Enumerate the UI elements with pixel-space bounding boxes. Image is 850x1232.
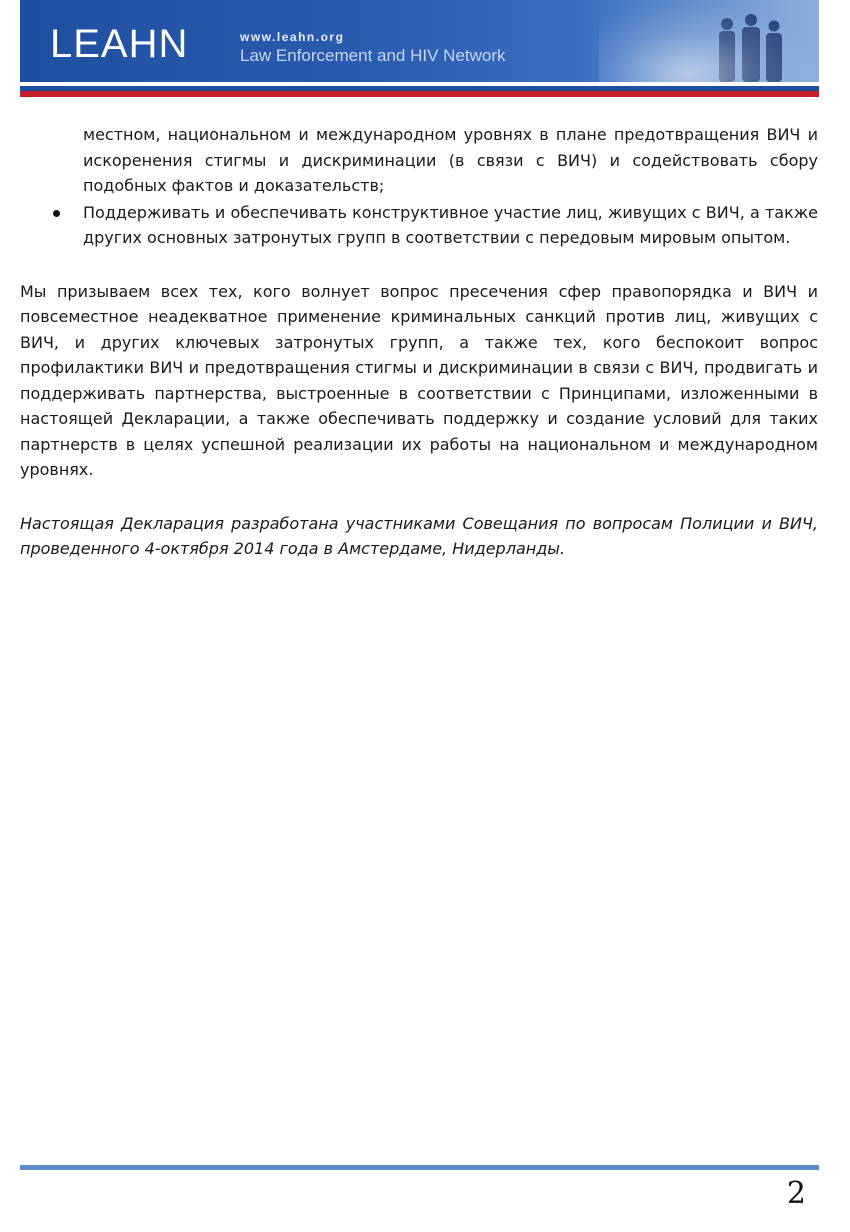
- leahn-logo: LEAHN: [50, 22, 189, 66]
- bullet-item-text: Поддерживать и обеспечивать конструктивное участие лиц, живущих с ВИЧ, а также других основных затронутых групп в соответствии с передовым мировым опытом.: [83, 202, 818, 247]
- page-number: 2: [786, 1176, 806, 1211]
- bullet-dot-icon: [53, 210, 60, 217]
- closing-note: Настоящая Декларация разработана участниками Совещания по вопросам Полиции и ВИЧ, проведенного 4-октября 2014 года в Амстердаме, Нидерланды.: [20, 513, 818, 558]
- header-banner: [20, 0, 819, 82]
- call-to-action-paragraph: Мы призываем всех тех, кого волнует вопрос пресечения сфер правопорядка и ВИЧ и повсеместное неадекватное применение криминальных санкций против лиц, живущих с ВИЧ, и других ключевых затронутых групп, а также тех, кого беспокоит вопрос профилактики ВИЧ и предотвращения стигмы и дискриминации в связи с ВИЧ, продвигать и поддерживать партнерства, выстроенные в соответствии с Принципами, изложенными в настоящей Декларации, а также обеспечивать поддержку и создание условий для таких партнерств в целях успешной реализации их работы на национальном и международном уровнях.: [20, 281, 818, 479]
- footer-divider: [20, 1165, 819, 1170]
- header-stripe-red: [20, 91, 819, 97]
- bullet-continuation: местном, национальном и международном уровнях в плане предотвращения ВИЧ и искоренения стигмы и дискриминации (в связи с ВИЧ) и содействовать сбору подобных фактов и доказательств;: [83, 125, 818, 195]
- document-body: [20, 122, 818, 562]
- bullet-item: [20, 200, 818, 251]
- police-silhouettes-icon: [711, 10, 791, 82]
- site-url: www.leahn.org: [240, 30, 345, 44]
- network-name: Law Enforcement and HIV Network: [240, 46, 506, 65]
